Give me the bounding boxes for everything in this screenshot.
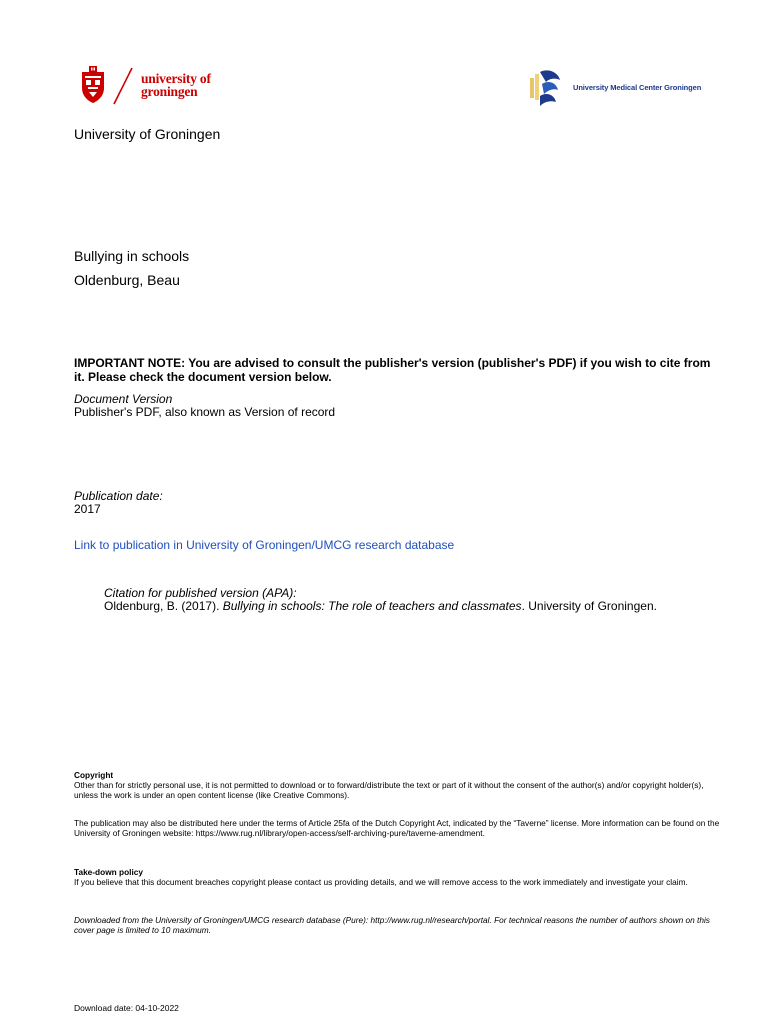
important-note: IMPORTANT NOTE: You are advised to consult the publisher's version (publisher's PDF) if you wish to cite from it. Please check the document version below. [74,356,711,384]
downloaded-from-text: Downloaded from the University of Groningen/UMCG research database (Pure): http://www.rug.nl/research/portal. For technical reasons the number of authors shown on this cover page is limited to 10 maximum. [74,915,710,935]
download-date: Download date: 04-10-2022 [74,1003,179,1013]
rug-shield-icon [80,66,106,104]
citation-text [104,599,657,613]
rug-wordmark-line1: university of [141,71,211,86]
taverne-text: The publication may also be distributed here under the terms of Article 25fa of the Dutch Copyright Act, indicated by the “Taverne” license. More information can be found on the University of Groningen website: https://www.rug.nl/library/open-access/self-archiving-pure/taverne-amendment. [74,818,720,838]
rug-slash-icon [110,66,136,106]
rug-logo [80,66,230,108]
umcg-logo [528,66,728,108]
publication-title: Bullying in schools [74,248,190,264]
citation-authors-year: Oldenburg, B. (2017). [104,599,223,613]
document-version-label: Document Version [74,392,173,406]
citation-title: Bullying in schools: The role of teachers and classmates [222,599,522,613]
publication-date-value: 2017 [74,502,101,516]
document-version-value: Publisher's PDF, also known as Version of record [74,405,336,419]
publication-date-label: Publication date: [74,489,163,503]
rug-wordmark-line2: groningen [141,84,198,99]
publication-link[interactable]: Link to publication in University of Groningen/UMCG research database [74,538,455,552]
copyright-text: Other than for strictly personal use, it is not permitted to download or to forward/distribute the text or part of it without the consent of the author(s) and/or copyright holder(s), unless the work is under an open content license (like Creative Commons). [74,780,704,800]
umcg-emblem-icon [528,66,564,108]
citation-publisher: . University of Groningen. [521,599,657,613]
copyright-heading: Copyright [74,770,114,780]
institution-name: University of Groningen [74,126,221,142]
takedown-heading: Take-down policy [74,867,143,877]
takedown-text: If you believe that this document breaches copyright please contact us providing details, and we will remove access to the work immediately and investigate your claim. [74,877,688,887]
umcg-wordmark: University Medical Center Groningen [573,83,702,92]
citation-label: Citation for published version (APA): [104,586,297,600]
publication-author: Oldenburg, Beau [74,272,180,288]
rug-wordmark [141,72,211,98]
